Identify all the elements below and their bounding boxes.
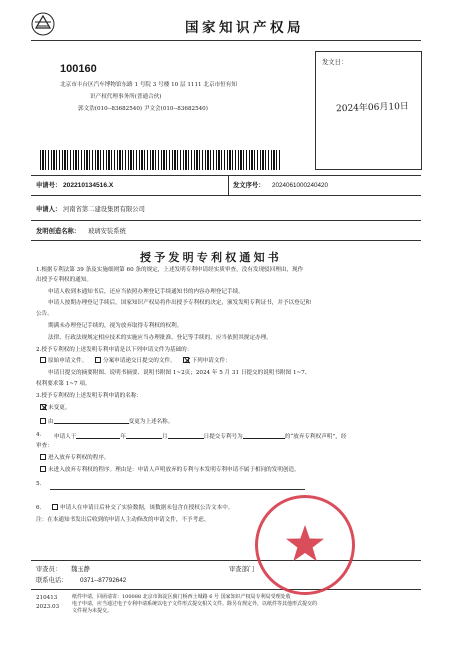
unchanged-label: 未变更。 bbox=[48, 405, 71, 411]
p1-line-e: 公告。 bbox=[36, 311, 53, 317]
opt-following-label: 下列申请文件： bbox=[191, 358, 231, 364]
meta-rule-bottom bbox=[31, 240, 421, 241]
applicant-value: 河南省第二建设集团有限公司 bbox=[63, 206, 145, 213]
p4-option-2-label: 未进入放弃专利权的程序。理由是：申请人声明放弃的专利与本发明专利申请不属于相同的发明创造。 bbox=[48, 467, 300, 473]
p4-line bbox=[54, 431, 346, 441]
app-no-label: 申请号： bbox=[36, 182, 62, 189]
examiner-name: 魏玉静 bbox=[71, 566, 90, 573]
p5-number: 5. bbox=[36, 481, 42, 487]
p4-text-a: 申请人于 bbox=[54, 434, 77, 440]
p2-options bbox=[40, 357, 231, 365]
p1-line-d: 申请人按期办理登记手续后，国家知识产权局将作出授予专利权的决定，颁发发明专利证书，并予以登记和 bbox=[48, 300, 311, 306]
app-no-value: 202210134516.X bbox=[63, 182, 114, 189]
opt-divisional-label: 分案申请递交日提交的文件。 bbox=[102, 358, 176, 364]
serial-label: 发文序号： bbox=[233, 182, 265, 189]
p6-note: 注：在本通知书发出后收到的申请人主动修改的申请文件，不予考虑。 bbox=[36, 517, 210, 523]
changed-blank bbox=[54, 416, 129, 424]
postcode: 100160 bbox=[60, 63, 97, 75]
files-line-a: 申请日提交的摘要附图、说明书摘要、说明书附图 1~2页；2024 年 5 月 31 日提交的说明书附图 1~7、 bbox=[48, 370, 311, 376]
form-code-2: 2023.03 bbox=[36, 604, 60, 610]
address-line-3: 郭文浩(010--83682540) 尹文会(010--83682540) bbox=[78, 106, 208, 112]
files-line-b: 权利要求第 1~7 项。 bbox=[36, 381, 91, 387]
p1-line-f: 期满未办理登记手续的，视为放弃取得专利权的权利。 bbox=[48, 323, 183, 329]
footer-rule-top bbox=[31, 560, 421, 561]
p4-text-b: 年 bbox=[120, 434, 126, 440]
meta-rule-3 bbox=[31, 220, 421, 221]
notice-title: 授予发明专利权通知书 bbox=[140, 251, 282, 264]
p4-blank-patent bbox=[243, 431, 285, 439]
applicant-label: 申请人： bbox=[36, 206, 62, 213]
checkbox-unchanged-checked[interactable] bbox=[40, 404, 46, 410]
meta-rule-top bbox=[31, 175, 421, 176]
meta-divider bbox=[228, 175, 229, 195]
checkbox-divisional[interactable] bbox=[95, 357, 101, 363]
p6-number: 6. bbox=[36, 505, 42, 511]
p1-line-a: 1.根据专利法第 39 条及实施细则第 60 条的规定，上述发明专利申请经实质审查，没有发现驳回理由，现作 bbox=[36, 267, 304, 273]
p3-heading: 3.授予专利权的上述发明专利申请的名称： bbox=[36, 393, 143, 399]
send-date-box bbox=[315, 51, 422, 170]
checkbox-changed[interactable] bbox=[40, 418, 46, 424]
phone-value: 0371--87792642 bbox=[80, 577, 127, 584]
serial-value: 2024061000240420 bbox=[272, 182, 329, 189]
checkbox-abandon-entered[interactable] bbox=[40, 454, 46, 460]
office-name: 国家知识产权局 bbox=[185, 20, 304, 36]
emblem-icon bbox=[31, 12, 55, 36]
checkbox-abandon-not-entered[interactable] bbox=[40, 466, 46, 472]
dept-label: 审查部门 bbox=[229, 566, 255, 573]
address-line-1: 北京市丰台区汽车博物馆东路 1 号院 3 号楼 10 层 1111 北京市恒有知 bbox=[60, 82, 237, 88]
p4-text-c: 月 bbox=[162, 434, 168, 440]
invention-label: 发明创造名称： bbox=[36, 228, 81, 235]
p4-text-d: 日提交专利号为 bbox=[203, 434, 243, 440]
seal-star-icon bbox=[255, 495, 355, 595]
checkbox-following-checked[interactable] bbox=[183, 357, 189, 363]
changed-prefix: 由 bbox=[48, 419, 54, 425]
p1-line-c: 申请人收到本通知书后，还应当依照办理登记手续通知书的内容办理登记手续。 bbox=[48, 289, 244, 295]
p1-line-b: 出授予专利权的通知。 bbox=[36, 277, 92, 283]
p6-text-a: 申请人在申请日后补交了实验数据，该数据未包含在授权公告文本中。 bbox=[60, 505, 234, 511]
p4-blank-day bbox=[168, 431, 204, 439]
footer-note-3: 文件视为未提交。 bbox=[72, 608, 113, 614]
opt-original-label: 原始申请文件。 bbox=[48, 358, 88, 364]
p4-blank-month bbox=[126, 431, 162, 439]
p5-blank-line bbox=[50, 489, 305, 490]
p4-text-e: 的“放弃专利权声明”，经 bbox=[284, 434, 347, 440]
examiner-label: 审查员： bbox=[36, 566, 62, 573]
p4-option-1 bbox=[40, 454, 110, 462]
send-date-value: 2024年06月10日 bbox=[335, 101, 410, 115]
p4-blank-year bbox=[76, 431, 120, 439]
send-date-label: 发文日： bbox=[322, 59, 348, 66]
p4-option-1-label: 进入放弃专利权的程序。 bbox=[48, 455, 110, 461]
p4-option-2 bbox=[40, 466, 300, 474]
p3-unchanged bbox=[40, 404, 70, 412]
phone-label: 联系电话： bbox=[36, 577, 68, 584]
footer-rule-2 bbox=[31, 589, 421, 590]
p4-review: 审查： bbox=[36, 443, 53, 449]
address-line-2: 识产权代理事务所(普通合伙) bbox=[90, 94, 162, 100]
p4-number: 4. bbox=[36, 432, 42, 438]
footer-note-1: 纸件申请，回函请寄：100088 北京市海淀区蓟门桥西土城路 6 号 国家知识产权局专利局受理处收 bbox=[72, 594, 291, 600]
checkbox-original[interactable] bbox=[40, 357, 46, 363]
p2-heading: 2.授予专利权的上述发明专利申请是以下列申请文件为基础的： bbox=[36, 347, 193, 353]
invention-value: 玻璃安装系统 bbox=[88, 228, 126, 235]
p6-line-a bbox=[52, 504, 233, 512]
p3-changed bbox=[40, 416, 173, 426]
checkbox-supplementary-data[interactable] bbox=[52, 504, 58, 510]
header-rule bbox=[31, 40, 421, 41]
changed-suffix: 变更为上述名称。 bbox=[128, 419, 174, 425]
barcode bbox=[40, 150, 280, 170]
form-code-1: 210413 bbox=[36, 595, 58, 601]
footer-note-2: 电子申请，应当通过电子专利申请系统以电子文件形式提交相关文件。除另有规定外，以纸件等其他形式提交的 bbox=[72, 601, 318, 607]
official-seal bbox=[255, 495, 355, 595]
meta-rule-2 bbox=[31, 195, 421, 196]
p1-line-g: 法律、行政法规规定相应技术的实施应当办理批准、登记等手续的，应当依照其规定办理。 bbox=[48, 335, 272, 341]
